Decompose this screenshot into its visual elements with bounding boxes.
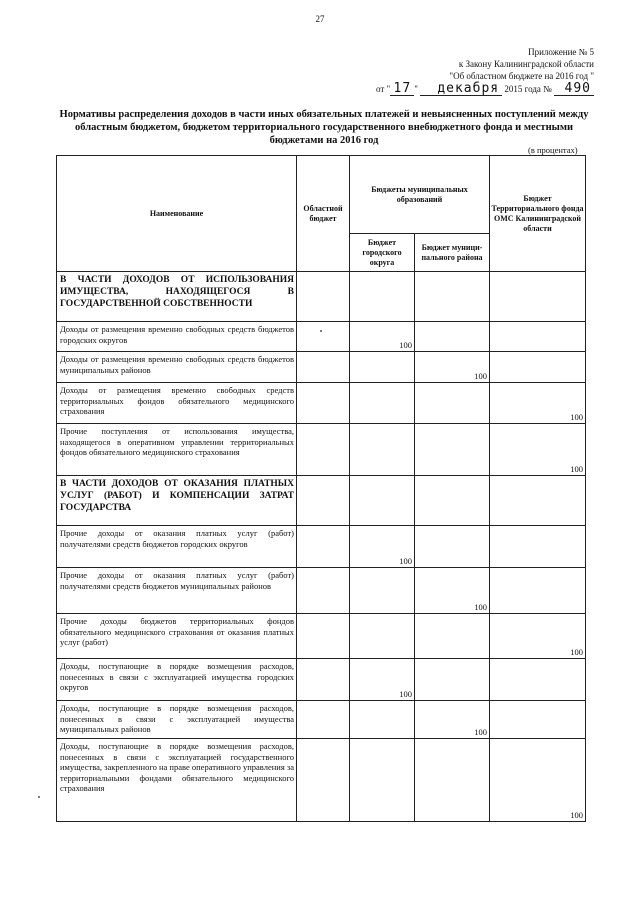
value-cell-fund (490, 272, 586, 322)
date-prefix: от " (375, 84, 391, 94)
table-row (57, 322, 586, 352)
revenue-name-cell: Доходы от размещения временно свободных средств бюджетов муниципальных районов (57, 352, 297, 383)
appendix-title: Приложение № 5 (528, 47, 594, 57)
value-cell-fund (490, 526, 586, 568)
value-cell-fund: 100 (490, 383, 586, 424)
value-cell-regional (297, 383, 350, 424)
date-quote: " (414, 84, 418, 94)
value-cell-fund (490, 701, 586, 739)
value-cell-regional (297, 659, 350, 701)
value-cell-district (415, 424, 490, 476)
units-note: (в процентах) (528, 145, 578, 155)
value-cell-district (415, 272, 490, 322)
scan-speck (38, 796, 40, 798)
header-district: Бюджет муници-пального района (415, 234, 490, 272)
revenue-name-cell: Доходы от размещения временно свободных средств территориальных фондов обязательного медицинского страхования (57, 383, 297, 424)
value-cell-city: 100 (350, 659, 415, 701)
value-cell-city (350, 614, 415, 659)
value-cell-fund (490, 659, 586, 701)
header-row (57, 156, 586, 234)
header-municipal: Бюджеты муниципальных образований (350, 156, 490, 234)
document-title: Нормативы распределения доходов в части иных обязательных платежей и невыясненных поступлений между областным бюджетом, бюджетом территориального государственного внебюджетного фонда и местными бюджетами на 2016 год (59, 109, 589, 146)
revenue-name-cell: Прочие поступления от использования имущества, находящегося в оперативном управлении территориальных фондов обязательного медицинского страхования (57, 424, 297, 476)
appendix-law-name: "Об областном бюджете на 2016 год " (449, 71, 594, 81)
value-cell-district (415, 614, 490, 659)
value-cell-city (350, 476, 415, 526)
value-cell-district (415, 476, 490, 526)
value-cell-regional (297, 526, 350, 568)
revenue-name-cell: Прочие доходы от оказания платных услуг (работ) получателями средств бюджетов муниципальных районов (57, 568, 297, 614)
value-cell-district (415, 383, 490, 424)
value-cell-fund (490, 476, 586, 526)
header-city: Бюджет городского округа (350, 234, 415, 272)
table-row (57, 659, 586, 701)
appendix-law: к Закону Калининградской области (458, 59, 594, 69)
revenue-name-cell: Доходы, поступающие в порядке возмещения расходов, понесенных в связи с эксплуатацией государственного имущества, закрепленного на праве оперативного управления за территориальными фондами обязательного медицинского страхования (57, 739, 297, 822)
value-cell-city (350, 739, 415, 822)
norms-table (56, 155, 586, 822)
value-cell-fund (490, 322, 586, 352)
section-heading-cell: В ЧАСТИ ДОХОДОВ ОТ ИСПОЛЬЗОВАНИЯ ИМУЩЕСТВА, НАХОДЯЩЕГОСЯ В ГОСУДАРСТВЕННОЙ СОБСТВЕННОСТИ (57, 272, 297, 322)
table-row (57, 476, 586, 526)
value-cell-regional (297, 424, 350, 476)
value-cell-city (350, 272, 415, 322)
value-cell-city (350, 701, 415, 739)
norms-table-body (57, 156, 586, 822)
value-cell-district (415, 739, 490, 822)
table-row (57, 424, 586, 476)
revenue-name-cell: Доходы, поступающие в порядке возмещения расходов, понесенных в связи с эксплуатацией имущества муниципальных районов (57, 701, 297, 739)
value-cell-fund: 100 (490, 424, 586, 476)
law-number: 490 (554, 83, 594, 96)
value-cell-city (350, 568, 415, 614)
date-month: декабря (420, 83, 502, 96)
value-cell-district: 100 (415, 568, 490, 614)
value-cell-city (350, 424, 415, 476)
header-name: Наименование (57, 156, 297, 272)
value-cell-fund: 100 (490, 739, 586, 822)
value-cell-city (350, 383, 415, 424)
value-cell-district: 100 (415, 701, 490, 739)
value-cell-regional (297, 568, 350, 614)
revenue-name-cell: Доходы, поступающие в порядке возмещения расходов, понесенных в связи с эксплуатацией имущества городских округов (57, 659, 297, 701)
value-cell-city: 100 (350, 322, 415, 352)
revenue-name-cell: Прочие доходы бюджетов территориальных фондов обязательного медицинского страхования от оказания платных услуг (работ) (57, 614, 297, 659)
value-cell-city: 100 (350, 526, 415, 568)
value-cell-city (350, 352, 415, 383)
value-cell-fund (490, 568, 586, 614)
appendix-header (376, 46, 594, 96)
value-cell-district: 100 (415, 352, 490, 383)
date-day: 17 (390, 83, 414, 96)
page-number: 27 (315, 14, 325, 24)
value-cell-regional (297, 352, 350, 383)
value-cell-regional (297, 476, 350, 526)
date-year: 2015 года № (504, 84, 552, 94)
table-row (57, 739, 586, 822)
table-row (57, 272, 586, 322)
scan-speck (320, 330, 322, 332)
section-heading-cell: В ЧАСТИ ДОХОДОВ ОТ ОКАЗАНИЯ ПЛАТНЫХ УСЛУГ (РАБОТ) И КОМПЕНСАЦИИ ЗАТРАТ ГОСУДАРСТВА (57, 476, 297, 526)
value-cell-regional (297, 701, 350, 739)
value-cell-district (415, 659, 490, 701)
header-regional: Областной бюджет (297, 156, 350, 272)
value-cell-regional (297, 322, 350, 352)
table-row (57, 568, 586, 614)
table-row (57, 614, 586, 659)
value-cell-fund (490, 352, 586, 383)
value-cell-district (415, 526, 490, 568)
table-row (57, 383, 586, 424)
revenue-name-cell: Доходы от размещения временно свободных средств бюджетов городских округов (57, 322, 297, 352)
value-cell-fund: 100 (490, 614, 586, 659)
value-cell-district (415, 322, 490, 352)
value-cell-regional (297, 739, 350, 822)
value-cell-regional (297, 272, 350, 322)
table-row (57, 526, 586, 568)
appendix-date-line (376, 83, 594, 96)
table-row (57, 701, 586, 739)
value-cell-regional (297, 614, 350, 659)
revenue-name-cell: Прочие доходы от оказания платных услуг (работ) получателями средств бюджетов городских округов (57, 526, 297, 568)
header-fund: Бюджет Территориального фонда ОМС Калининградской области (490, 156, 586, 272)
table-row (57, 352, 586, 383)
